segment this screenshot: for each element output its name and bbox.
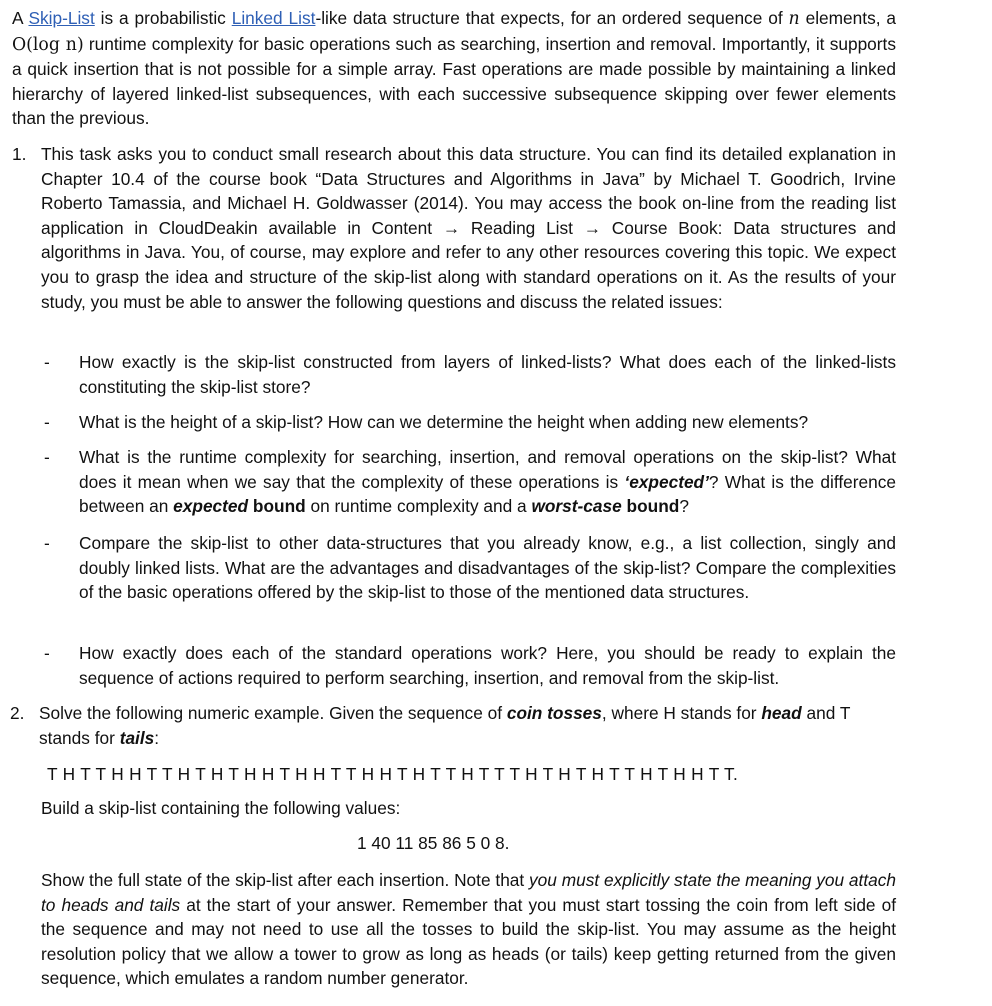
big-o-expression: O(log n) [12,34,84,55]
bound-term-1: bound [248,496,306,517]
intro-text-2: is a probabilistic [94,8,232,28]
intro-text-5: runtime complexity for basic operations such as searching, insertion and removal. Importantly, it supports a quick insertion that is not possible for a simple array. Fast operations are made possible by maintaining a linked hierarchy of layered linked-list subsequences, with each successive subsequence skipping over fewer elements than the previous. [12,33,896,129]
item-1-number: 1. [12,144,27,164]
bullet-3-text [79,445,896,519]
values-sequence: 1 40 11 85 86 5 0 8. [357,833,510,853]
instructions-part-1: Show the full state of the skip-list after each insertion. Note that [41,870,530,890]
instructions-part-2: at the start of your answer. Remember that you must start tossing the coin from left side of the sequence and may not need to use all the tosses to build the skip-list. You may assume as the height resolution policy that we allow a tower to grow as long as heads (or tails) keep getting returned from the given sequence, which emulates a random number generator. [41,894,896,989]
expected-term: expected [173,496,249,517]
bullet-3-part-2: ? What is the difference between an [79,471,896,517]
coin-toss-sequence: T H T T H H T T H T H T H H T H H T T H H T H T T H T T T H T H T H T T H T H H T T. [47,764,739,784]
bound-term-2: bound [621,496,680,517]
bullet-2-text: What is the height of a skip-list? How can we determine the height when adding new elements? [79,412,809,432]
linked-list-link[interactable]: Linked List [231,8,316,28]
head-term: head [761,703,802,723]
bullet-dash: - [44,352,50,372]
bullet-5-text: How exactly does each of the standard operations work? Here, you should be ready to explain the sequence of actions required to perform searching, insertion, and removal from the skip-list. [79,643,896,688]
item-2-text-3: and T stands for [39,703,851,748]
build-instruction: Build a skip-list containing the following values: [41,798,401,818]
item-2-instructions [41,868,896,991]
worst-case-term: worst-case [531,496,622,517]
instructions-emphasis: you must explicitly state the meaning you attach to heads and tails [41,870,896,915]
bullet-3-part-1: What is the runtime complexity for searching, insertion, and removal operations on the skip-list? What does it mean when we say that the complexity of these operations is [79,447,896,492]
intro-text-3: -like data structure that expects, for an ordered sequence of [315,8,789,28]
item-2-text-1: Solve the following numeric example. Given the sequence of [39,703,507,723]
item-2-number: 2. [10,703,25,723]
item-1-text: This task asks you to conduct small research about this data structure. You can find its detailed explanation in Chapter 10.4 of the course book “Data Structures and Algorithms in Java” by Michael T. Goodrich, Irvine Roberto Tamassia, and Michael H. Goldwasser (2014). You may access the book on-line from the reading list application in CloudDeakin available in Content → Reading List → Course Book: Data structures and algorithms in Java. You, of course, may explore and refer to any other resources covering this topic. We expect you to grasp the idea and structure of the skip-list along with standard operations on it. As the results of your study, you must be able to answer the following questions and discuss the related issues: [41,144,896,312]
item-2-text-4: : [154,727,160,748]
bullet-dash: - [44,412,50,432]
bullet-dash: - [44,643,50,663]
coin-tosses-term: coin tosses [506,703,602,723]
item-2-text-2: , where H stands for [601,703,762,723]
bullet-dash: - [44,533,50,553]
intro-paragraph [12,6,896,131]
bullet-1-text: How exactly is the skip-list constructed from layers of linked-lists? What does each of the linked-lists constituting the skip-list store? [79,352,896,397]
bullet-dash: - [44,447,50,467]
tails-term: tails [119,727,155,748]
bullet-4-text: Compare the skip-list to other data-structures that you already know, e.g., a list collection, singly and doubly linked lists. What are the advantages and disadvantages of the skip-list? Compare the complexities of the basic operations offered by the skip-list to those of the mentioned data structures. [79,533,896,603]
intro-text-1: A [12,8,29,28]
item-2-intro [39,701,896,750]
expected-quoted: ‘expected’ [624,471,709,492]
skip-list-link[interactable]: Skip-List [28,8,95,28]
n-symbol: n [788,9,800,29]
intro-text-4: elements, a [799,8,897,28]
bullet-3-part-3: on runtime complexity and a [305,496,532,517]
bullet-3-part-4: ? [679,496,689,517]
